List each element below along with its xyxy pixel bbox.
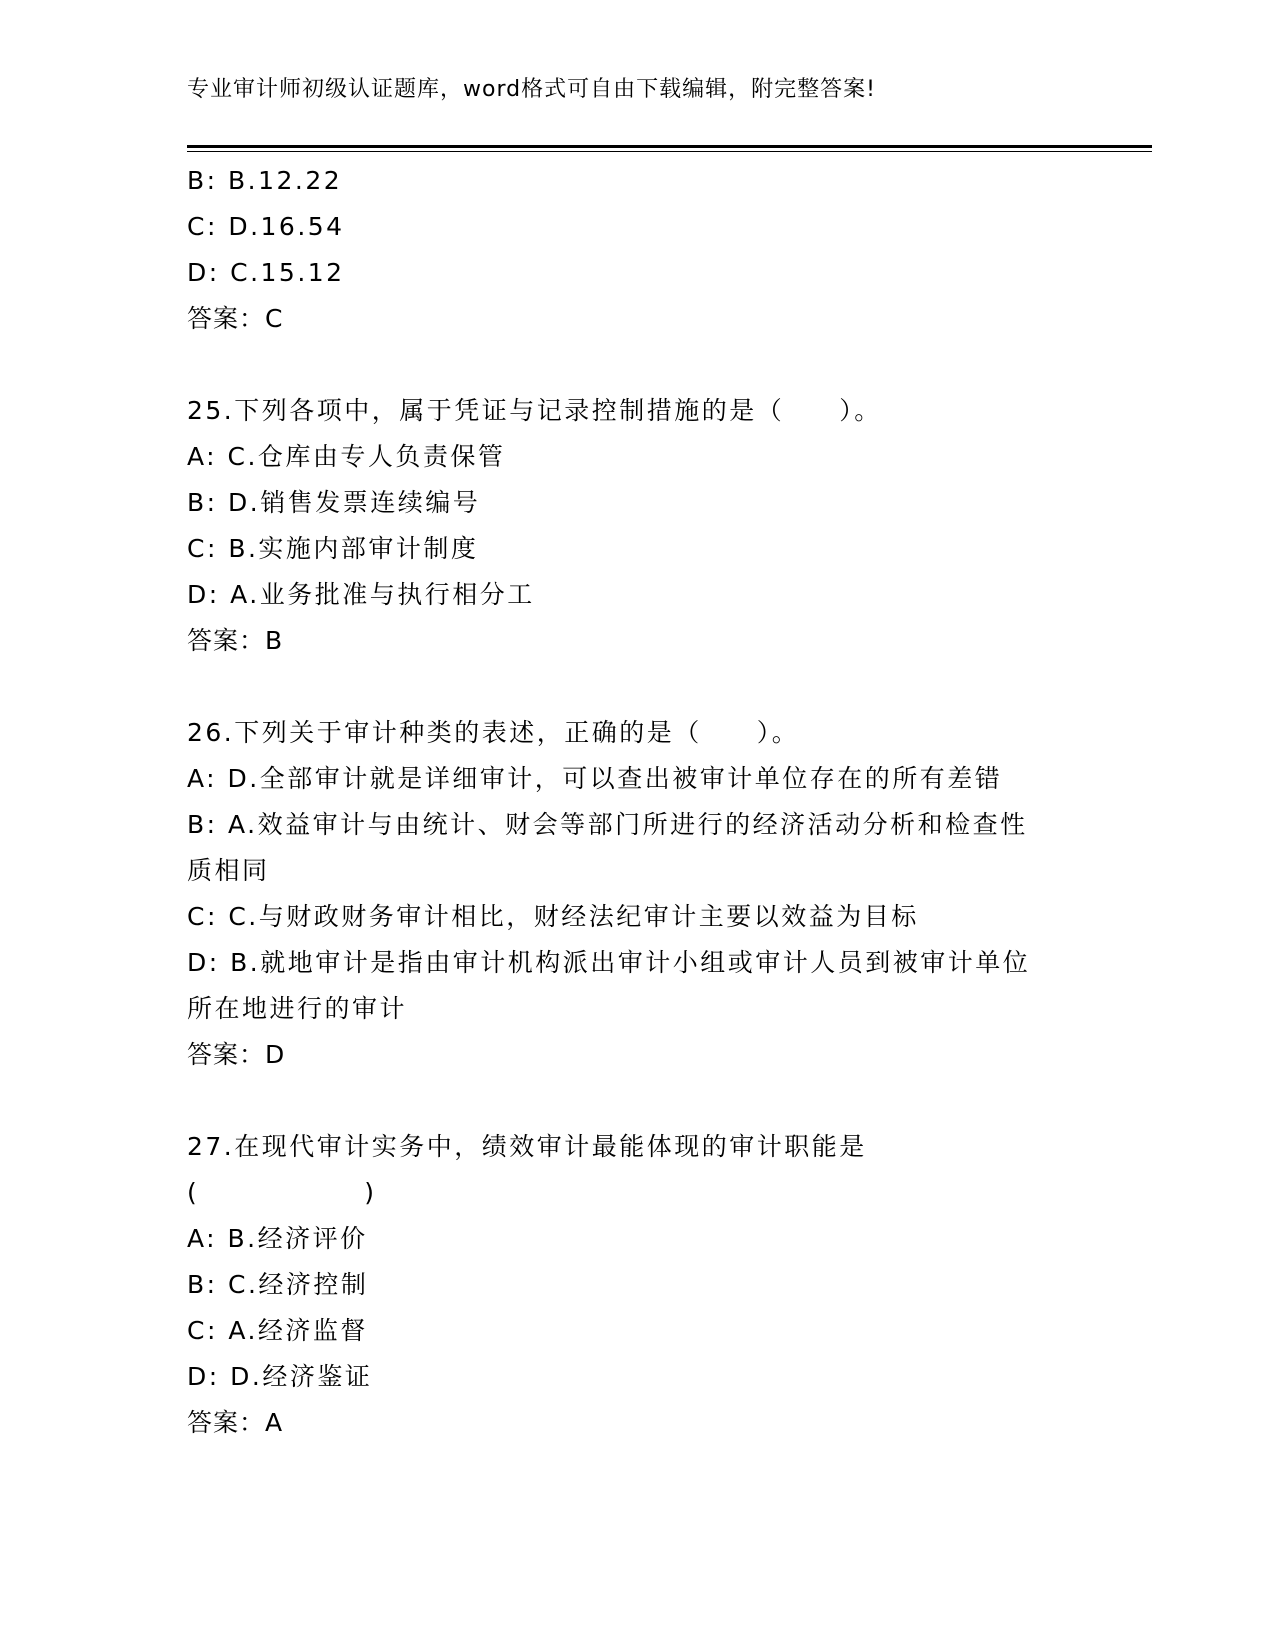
- spacer: [187, 1078, 1107, 1124]
- answer: 答案：A: [187, 1408, 284, 1437]
- option-d: D: A.业务批准与执行相分工: [187, 580, 535, 609]
- option-b: B: C.经济控制: [187, 1270, 369, 1299]
- option-b: B: B.12.22: [187, 166, 343, 195]
- option-c: C: C.与财政财务审计相比，财经法纪审计主要以效益为目标: [187, 902, 919, 931]
- question-27: [187, 1124, 1107, 1446]
- spacer: [187, 664, 1107, 710]
- option-d-continued: 所在地进行的审计: [187, 994, 408, 1023]
- question-continued: [187, 158, 1107, 342]
- spacer: [187, 342, 1107, 388]
- question-26: [187, 710, 1107, 1078]
- option-a: A: C.仓库由专人负责保管: [187, 442, 506, 471]
- header-rule-thick: [187, 145, 1152, 148]
- question-25: [187, 388, 1107, 664]
- header-rule-thin: [187, 151, 1152, 152]
- question-content: [187, 158, 1107, 1446]
- option-c: C: A.经济监督: [187, 1316, 368, 1345]
- option-b-continued: 质相同: [187, 856, 270, 885]
- option-d: D: D.经济鉴证: [187, 1362, 373, 1391]
- option-d: D: B.就地审计是指由审计机构派出审计小组或审计人员到被审计单位: [187, 948, 1031, 977]
- question-stem: 25.下列各项中，属于凭证与记录控制措施的是（ ）。: [187, 396, 882, 425]
- answer: 答案：B: [187, 626, 284, 655]
- option-a: A: D.全部审计就是详细审计，可以查出被审计单位存在的所有差错: [187, 764, 1003, 793]
- option-c: C: D.16.54: [187, 212, 345, 241]
- option-a: A: B.经济评价: [187, 1224, 368, 1253]
- option-c: C: B.实施内部审计制度: [187, 534, 479, 563]
- answer: 答案：D: [187, 1040, 286, 1069]
- option-b: B: D.销售发票连续编号: [187, 488, 481, 517]
- page-header: 专业审计师初级认证题库，word格式可自由下载编辑，附完整答案!: [187, 77, 876, 102]
- option-b: B: A.效益审计与由统计、财会等部门所进行的经济活动分析和检查性: [187, 810, 1028, 839]
- question-stem: 27.在现代审计实务中，绩效审计最能体现的审计职能是: [187, 1132, 867, 1161]
- question-stem-continued: ( ): [187, 1178, 377, 1207]
- option-d: D: C.15.12: [187, 258, 345, 287]
- answer: 答案：C: [187, 304, 284, 333]
- question-stem: 26.下列关于审计种类的表述，正确的是（ ）。: [187, 718, 800, 747]
